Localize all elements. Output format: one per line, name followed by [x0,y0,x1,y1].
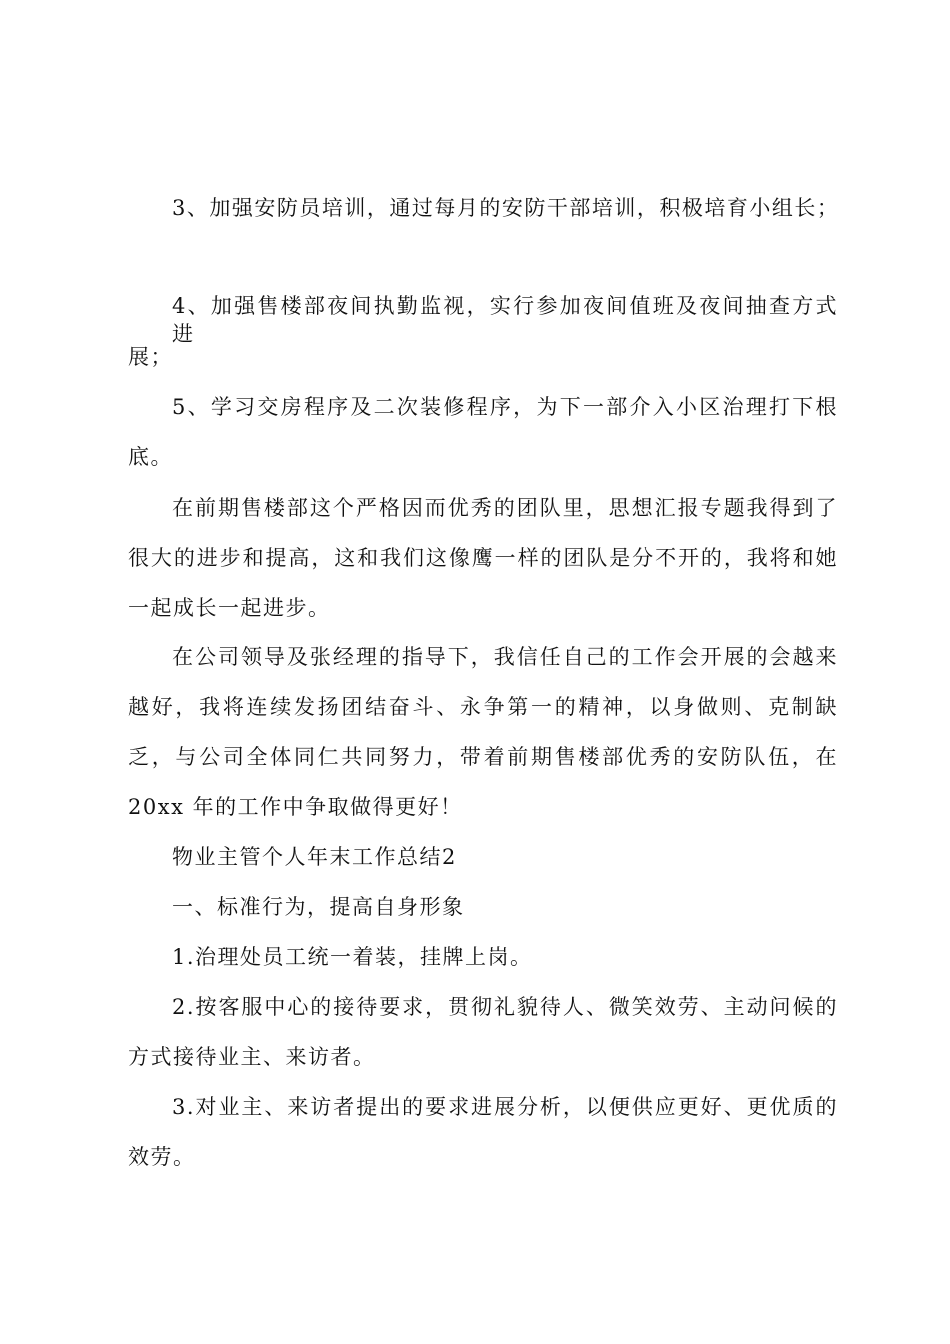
list-item-3: 3、加强安防员培训，通过每月的安防干部培训，积极培育小组长； [172,196,840,220]
list-item-5-line-1: 5、学习交房程序及二次装修程序，为下一部介入小区治理打下根 [172,395,838,419]
point-2-line-1: 2.按客服中心的接待要求，贯彻礼貌待人、微笑效劳、主动问候的 [172,995,838,1019]
paragraph-team-line-2: 很大的进步和提高，这和我们这像鹰一样的团队是分不开的，我将和她 [128,546,838,570]
list-item-4-line-1: 4、加强售楼部夜间执勤监视，实行参加夜间值班及夜间抽查方式进 [172,294,838,346]
paragraph-leadership-line-2: 越好，我将连续发扬团结奋斗、永争第一的精神，以身做则、克制缺 [128,695,838,719]
paragraph-leadership-line-4: 20xx 年的工作中争取做得更好！ [128,795,463,819]
section-title: 物业主管个人年末工作总结2 [172,845,457,869]
point-2-line-2: 方式接待业主、来访者。 [128,1045,376,1069]
point-3-line-2: 效劳。 [128,1145,196,1169]
list-item-4-line-2: 展； [128,345,173,369]
list-item-5-line-2: 底。 [128,445,173,469]
point-3-line-1: 3.对业主、来访者提出的要求进展分析，以便供应更好、更优质的 [172,1095,838,1119]
point-1: 1.治理处员工统一着装，挂牌上岗。 [172,945,533,969]
paragraph-leadership-line-3: 乏，与公司全体同仁共同努力，带着前期售楼部优秀的安防队伍，在 [128,745,838,769]
section-heading-1: 一、标准行为，提高自身形象 [172,895,465,919]
paragraph-team-line-1: 在前期售楼部这个严格因而优秀的团队里，思想汇报专题我得到了 [172,496,838,520]
paragraph-team-line-3: 一起成长一起进步。 [128,596,331,620]
paragraph-leadership-line-1: 在公司领导及张经理的指导下，我信任自己的工作会开展的会越来 [172,645,838,669]
